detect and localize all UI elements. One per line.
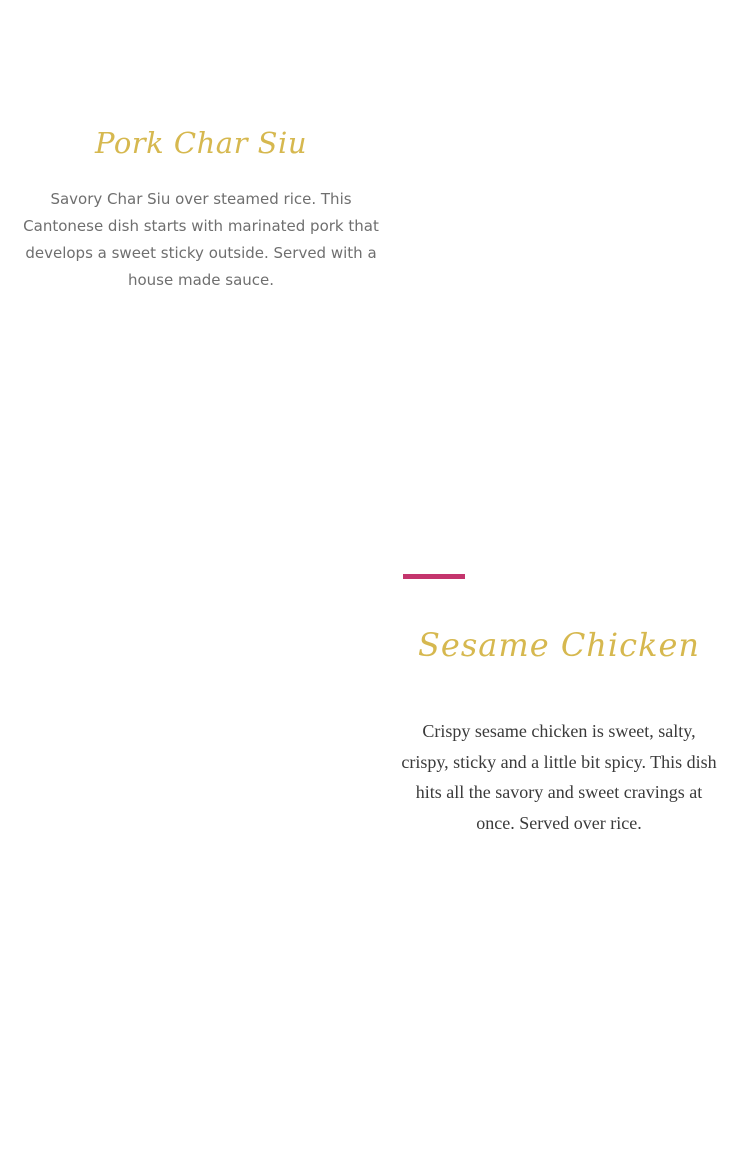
pork-char-siu-title: Pork Char Siu [94, 126, 307, 160]
pork-char-siu-section [16, 120, 386, 294]
sesame-chicken-section [400, 620, 718, 838]
sesame-chicken-description: Crispy sesame chicken is sweet, salty, crispy, sticky and a little bit spicy. This dish hits all the savory and sweet cravings at once. Served over rice. [401, 721, 717, 833]
sesame-chicken-title: Sesame Chicken [418, 626, 700, 664]
pork-char-siu-description: Savory Char Siu over steamed rice. This Cantonese dish starts with marinated pork that develops a sweet sticky outside. Served with a house made sauce. [23, 190, 379, 289]
accent-divider [403, 574, 465, 579]
